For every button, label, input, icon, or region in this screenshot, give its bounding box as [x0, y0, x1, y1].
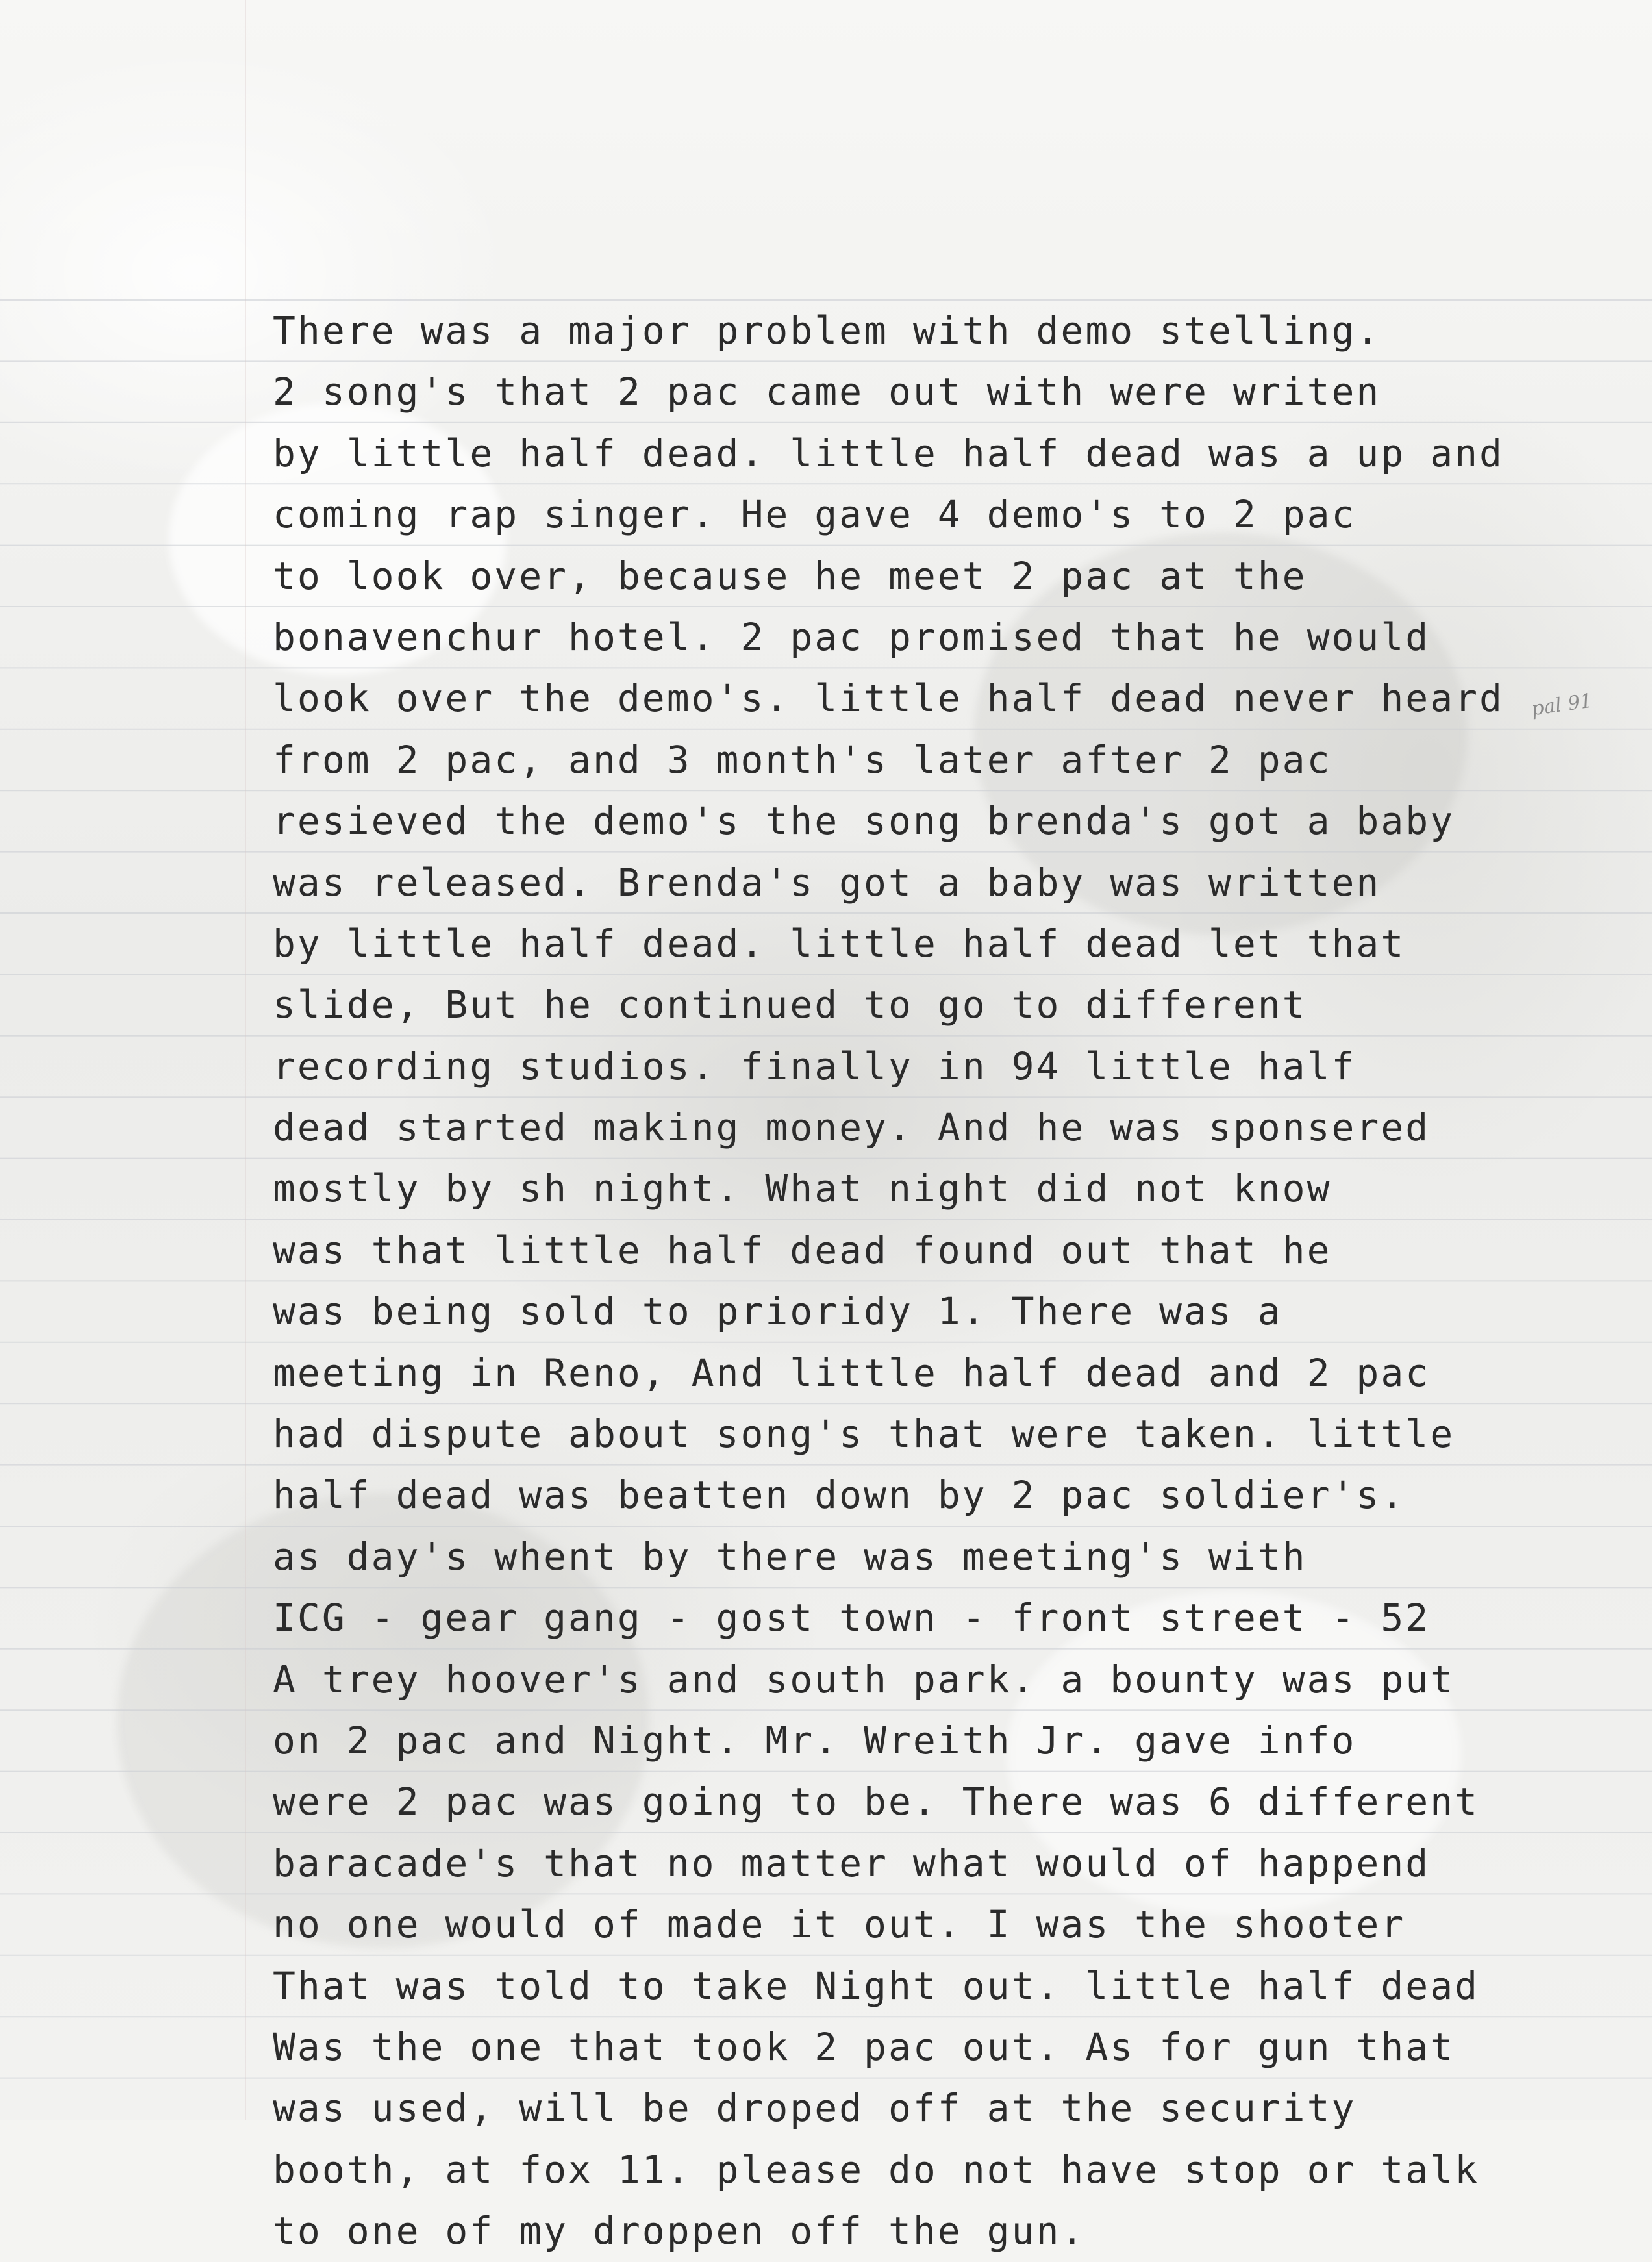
- letter-line: mostly by sh night. What night did not know: [273, 1166, 1332, 1211]
- letter-line: That was told to take Night out. little half dead: [273, 1963, 1480, 2008]
- letter-line: ICG - gear gang - gost town - front street - 52: [273, 1596, 1431, 1640]
- letter-line: from 2 pac, and 3 month's later after 2 pac: [273, 737, 1332, 782]
- letter-line: look over the demo's. little half dead never heard: [273, 676, 1504, 721]
- letter-line: as day's whent by there was meeting's with: [273, 1534, 1307, 1579]
- letter-line: 2 song's that 2 pac came out with were writen: [273, 370, 1381, 414]
- letter-line: to look over, because he meet 2 pac at the: [273, 553, 1307, 598]
- letter-line: was being sold to prioridy 1. There was a: [273, 1289, 1283, 1334]
- letter-line: recording studios. finally in 94 little half: [273, 1044, 1357, 1088]
- letter-line: half dead was beatten down by 2 pac soldier's.: [273, 1473, 1406, 1518]
- letter-line: dead started making money. And he was sponsered: [273, 1105, 1431, 1150]
- letter-line: by little half dead. little half dead let that: [273, 921, 1406, 966]
- letter-line: was that little half dead found out that he: [273, 1227, 1332, 1272]
- letter-line: by little half dead. little half dead was a up and: [273, 431, 1504, 475]
- letter-body: [273, 300, 1571, 2262]
- letter-line: was released. Brenda's got a baby was written: [273, 860, 1381, 905]
- letter-line: baracade's that no matter what would of happend: [273, 1841, 1431, 1885]
- letter-line: was used, will be droped off at the security: [273, 2086, 1357, 2131]
- letter-line: to one of my droppen off the gun.: [273, 2209, 1086, 2254]
- letter-line: booth, at fox 11. please do not have stop or talk: [273, 2147, 1480, 2192]
- letter-line: no one would of made it out. I was the shooter: [273, 1902, 1406, 1947]
- letter-line: coming rap singer. He gave 4 demo's to 2 pac: [273, 492, 1357, 537]
- letter-line: A trey hoover's and south park. a bounty was put: [273, 1657, 1455, 1702]
- letter-line: were 2 pac was going to be. There was 6 different: [273, 1779, 1480, 1824]
- letter-line: meeting in Reno, And little half dead and 2 pac: [273, 1350, 1431, 1395]
- letter-line: resieved the demo's the song brenda's got a baby: [273, 799, 1455, 844]
- letter-line: bonavenchur hotel. 2 pac promised that he would: [273, 614, 1431, 659]
- letter-line: had dispute about song's that were taken. little: [273, 1412, 1455, 1457]
- letter-line: There was a major problem with demo stelling.: [273, 308, 1381, 353]
- letter-line: Was the one that took 2 pac out. As for gun that: [273, 2024, 1455, 2069]
- letter-line: slide, But he continued to go to different: [273, 983, 1307, 1027]
- letter-line: on 2 pac and Night. Mr. Wreith Jr. gave info: [273, 1718, 1357, 1763]
- margin-note: pal 91: [1530, 689, 1594, 721]
